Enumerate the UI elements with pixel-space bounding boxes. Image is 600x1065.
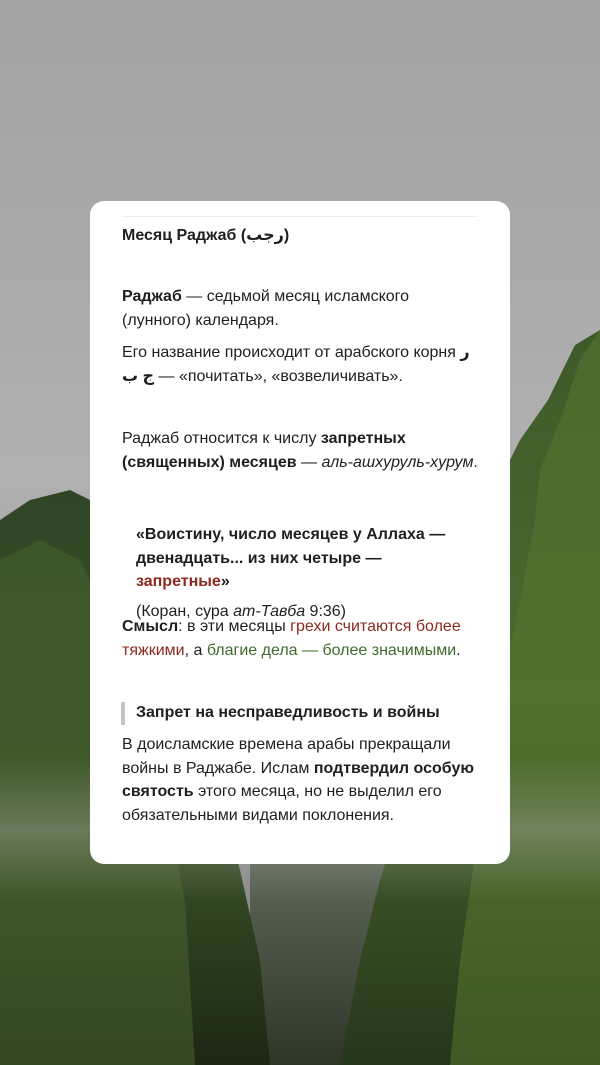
sacred-months-paragraph: [122, 427, 482, 474]
history-paragraph: [122, 733, 482, 827]
history-bold: подтвердил особую святость: [122, 759, 474, 800]
quote-highlight: запретные: [136, 573, 221, 590]
intro-bold: Раджаб: [122, 288, 182, 305]
etymology-meaning: — «почитать», «возвеличивать».: [154, 367, 403, 385]
arabic-root: ر ج ب: [122, 344, 470, 385]
quran-quote: [136, 523, 476, 594]
quote-close: »: [220, 573, 230, 590]
section-heading-text: Запрет на несправедливость и войны: [136, 704, 440, 722]
etymology-text: Его название происходит от арабского корня: [122, 344, 461, 361]
sacred-mid: —: [296, 453, 322, 471]
divider: [122, 216, 478, 217]
intro-text: — седьмой месяц исламского (лунного) календаря.: [122, 288, 410, 329]
meaning-pre: : в эти месяцы: [178, 618, 291, 635]
history-pre: В доисламские времена арабы прекращали войны в Раджабе. Ислам: [122, 736, 451, 777]
sacred-bold: запретных (священных) месяцев: [122, 430, 406, 471]
etymology-paragraph: [122, 341, 482, 388]
history-post: этого месяца, но не выделил его обязательными видами поклонения.: [122, 783, 442, 824]
meaning-bold: Смысл: [122, 618, 179, 635]
meaning-green: благие дела — более значимыми: [206, 641, 457, 659]
source-italic: ат-Тавба: [233, 603, 306, 620]
source-post: 9:36): [305, 603, 347, 620]
meaning-paragraph: [122, 615, 482, 662]
info-card: [90, 201, 510, 864]
quote-text: «Воистину, число месяцев у Аллаха — двенадцать... из них четыре —: [136, 526, 446, 567]
heading-accent-bar: [121, 702, 125, 725]
intro-paragraph: [122, 285, 482, 332]
sacred-end: .: [473, 453, 478, 471]
meaning-red: грехи считаются более тяжкими: [122, 618, 461, 659]
card-title: Месяц Раджаб (رجب): [122, 227, 290, 244]
source-pre: (Коран, сура: [136, 603, 234, 620]
sacred-pre: Раджаб относится к числу: [122, 430, 321, 447]
section-heading: [121, 701, 440, 725]
meaning-mid: , а: [184, 641, 207, 659]
sacred-italic: аль-ашхуруль-хурум: [321, 453, 474, 471]
meaning-end: .: [456, 641, 461, 659]
